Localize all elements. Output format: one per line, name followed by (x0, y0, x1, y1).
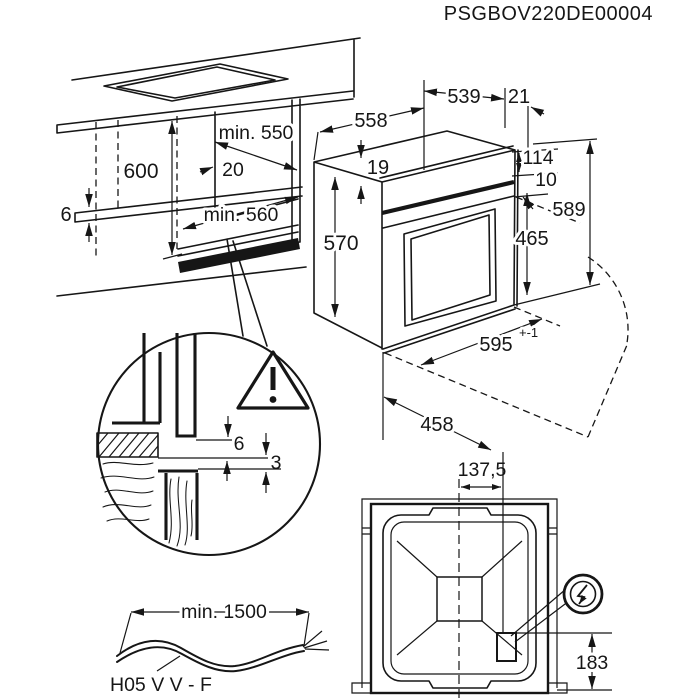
dim-body-width: 539 (447, 86, 481, 108)
lightning-circle-icon (564, 575, 602, 613)
dim-depth: 458 (420, 414, 454, 436)
dim-niche-depth: min. 550 (218, 122, 294, 144)
dim-arrow-20 (200, 167, 213, 172)
oven-back-view (352, 452, 612, 700)
detail-balloon-circle (98, 333, 320, 555)
mounting-detail-view (97, 333, 320, 555)
dim-front-gap: 6 (233, 433, 245, 455)
dim-door-height: 465 (515, 228, 549, 250)
dim-cabinet-height: 600 (123, 160, 159, 183)
dim-top-width: 558 (354, 110, 388, 132)
dim-side-trim: 21 (507, 86, 531, 108)
mains-cable-view (110, 601, 329, 696)
dim-total-height: 589 (552, 199, 586, 221)
dim-shelf-gap: 6 (60, 204, 72, 226)
dim-panel-gap: 10 (535, 169, 557, 191)
dim-panel-height: 114 (522, 147, 554, 169)
dim-front-width: 595 (479, 334, 513, 356)
control-panel-band (382, 182, 514, 213)
dim-niche-width: min. 560 (203, 204, 279, 226)
dim-front-width-tolerance: +-1 (519, 325, 539, 340)
dim-cable-length: min. 1500 (181, 601, 267, 623)
cable-label-leader (157, 656, 180, 671)
dim-connection-offset-x: 137,5 (457, 459, 507, 481)
symbol-leader-lines (511, 589, 569, 642)
dim-top-clearance: 19 (366, 157, 390, 179)
dim-rear-gap: 20 (222, 159, 244, 181)
dim-connection-offset-y: 183 (575, 652, 609, 674)
cable-curve (117, 641, 304, 671)
cable-spec-label: H05 V V - F (110, 674, 212, 696)
oven-isometric-view (314, 80, 628, 450)
dim-body-height: 570 (323, 232, 359, 255)
document-code: PSGBOV220DE00004 (443, 3, 653, 25)
hidden-edge-lines (96, 116, 177, 258)
dim-board-gap: 3 (270, 452, 282, 474)
dim-arrow-21 (531, 107, 544, 114)
cable-wire-strands (303, 631, 329, 650)
